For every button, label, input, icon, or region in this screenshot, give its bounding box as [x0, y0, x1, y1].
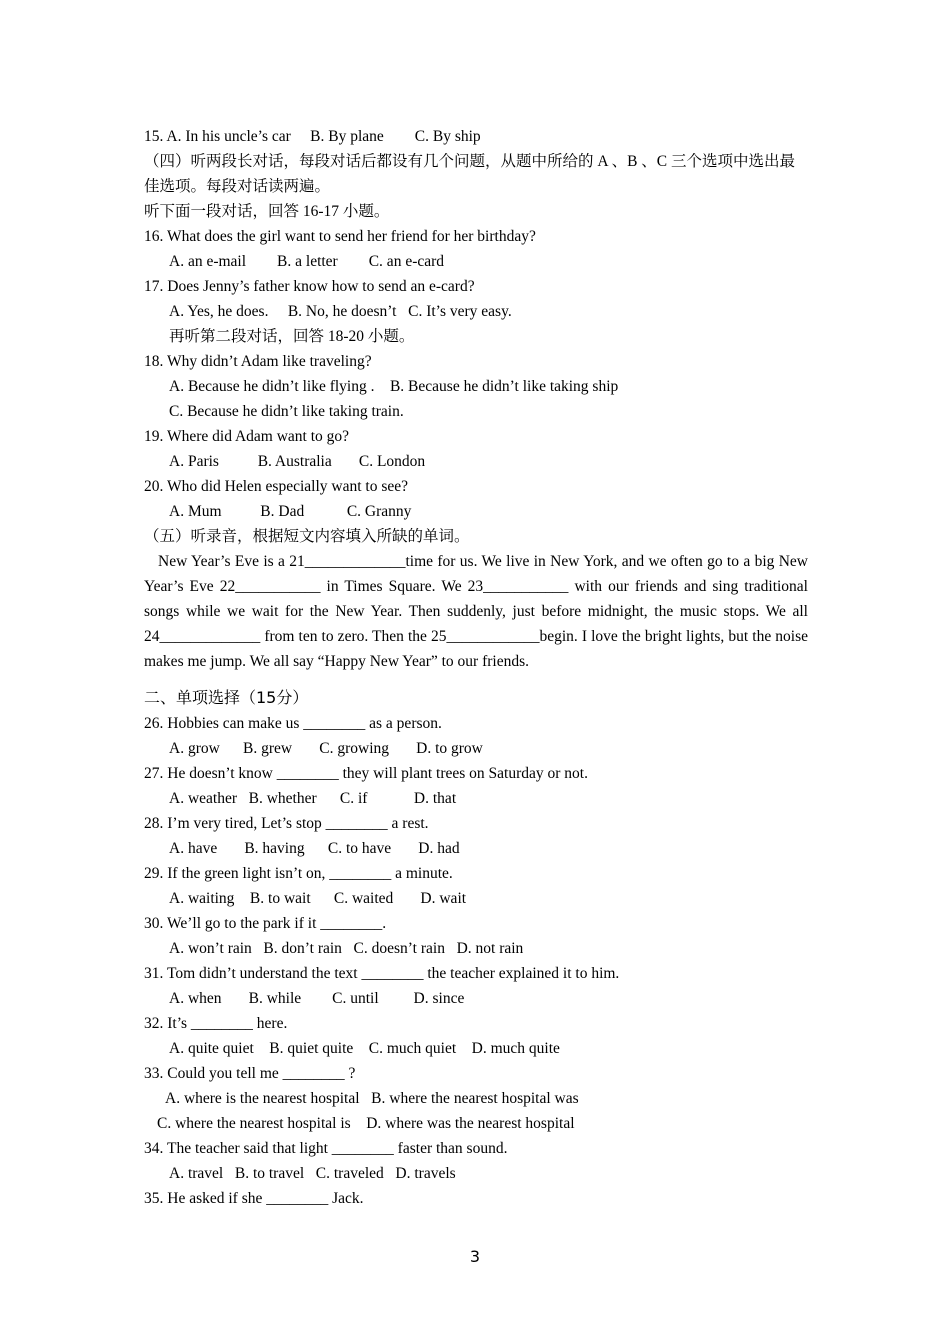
passage-text: New Year’s Eve is a 21_____________time for us. We live in New York, and we often go to a big New Year’s Eve 22___________ in Times Square. We 23___________ with our friends and sing traditional songs while we wait for the New Year. Then suddenly, just before midnight, the music stops. We all 24_____________ from ten to zero. Then the 25____________begin. I love the bright lights, but the noise makes me jump. We all say “Happy New Year” to our friends.	[144, 553, 808, 670]
listening-line: A. Because he didn’t like flying . B. Because he didn’t like taking ship	[169, 378, 619, 395]
question-line: A. waiting B. to wait C. waited D. wait	[169, 890, 467, 907]
question-line: 33. Could you tell me ________ ?	[144, 1065, 356, 1082]
listening-line: 佳选项。每段对话读两遍。	[144, 178, 331, 195]
question-line: A. won’t rain B. don’t rain C. doesn’t rain D. not rain	[169, 940, 524, 957]
listening-section-lines	[144, 124, 808, 549]
question-line: 35. He asked if she ________ Jack.	[144, 1190, 364, 1207]
multiple-choice-section-lines	[144, 711, 808, 1211]
question-line: A. travel B. to travel C. traveled D. travels	[169, 1165, 456, 1182]
question-line: 29. If the green light isn’t on, ________ a minute.	[144, 865, 453, 882]
listening-line: A. Yes, he does. B. No, he doesn’t C. It’s very easy.	[169, 303, 512, 320]
question-line: C. where the nearest hospital is D. where was the nearest hospital	[157, 1115, 575, 1132]
listening-line: A. Mum B. Dad C. Granny	[169, 503, 412, 520]
document-page	[144, 124, 808, 1211]
question-line: A. grow B. grew C. growing D. to grow	[169, 740, 483, 757]
listening-line: 听下面一段对话，回答 16-17 小题。	[144, 203, 390, 220]
question-line: 34. The teacher said that light ________ faster than sound.	[144, 1140, 508, 1157]
page-number: 3	[469, 1247, 481, 1266]
listening-line: 18. Why didn’t Adam like traveling?	[144, 353, 372, 370]
section-heading: 二、单项选择（15分）	[144, 688, 309, 707]
question-line: A. where is the nearest hospital B. where the nearest hospital was	[165, 1090, 579, 1107]
listening-line: 16. What does the girl want to send her friend for her birthday?	[144, 228, 536, 245]
question-line: A. have B. having C. to have D. had	[169, 840, 460, 857]
question-line: 27. He doesn’t know ________ they will plant trees on Saturday or not.	[144, 765, 588, 782]
listening-line: C. Because he didn’t like taking train.	[169, 403, 404, 420]
question-line: A. weather B. whether C. if D. that	[169, 790, 457, 807]
listening-line: （四）听两段长对话，每段对话后都设有几个问题，从题中所给的 A 、B 、C 三个选项中选出最	[144, 153, 796, 170]
listening-line: 17. Does Jenny’s father know how to send an e-card?	[144, 278, 475, 295]
question-line: 28. I’m very tired, Let’s stop ________ a rest.	[144, 815, 429, 832]
question-line: A. quite quiet B. quiet quite C. much quiet D. much quite	[169, 1040, 560, 1057]
passage-paragraph	[144, 549, 808, 674]
listening-line: （五）听录音，根据短文内容填入所缺的单词。	[144, 528, 470, 545]
listening-line: 再听第二段对话，回答 18-20 小题。	[169, 328, 415, 345]
question-line: 32. It’s ________ here.	[144, 1015, 288, 1032]
listening-line: 19. Where did Adam want to go?	[144, 428, 350, 445]
listening-line: A. an e-mail B. a letter C. an e-card	[169, 253, 445, 270]
question-line: 31. Tom didn’t understand the text ________ the teacher explained it to him.	[144, 965, 620, 982]
listening-line: 15. A. In his uncle’s car B. By plane C. By ship	[144, 128, 481, 145]
listening-line: 20. Who did Helen especially want to see?	[144, 478, 408, 495]
question-line: 26. Hobbies can make us ________ as a person.	[144, 715, 442, 732]
question-line: 30. We’ll go to the park if it ________.	[144, 915, 387, 932]
question-line: A. when B. while C. until D. since	[169, 990, 465, 1007]
listening-line: A. Paris B. Australia C. London	[169, 453, 426, 470]
